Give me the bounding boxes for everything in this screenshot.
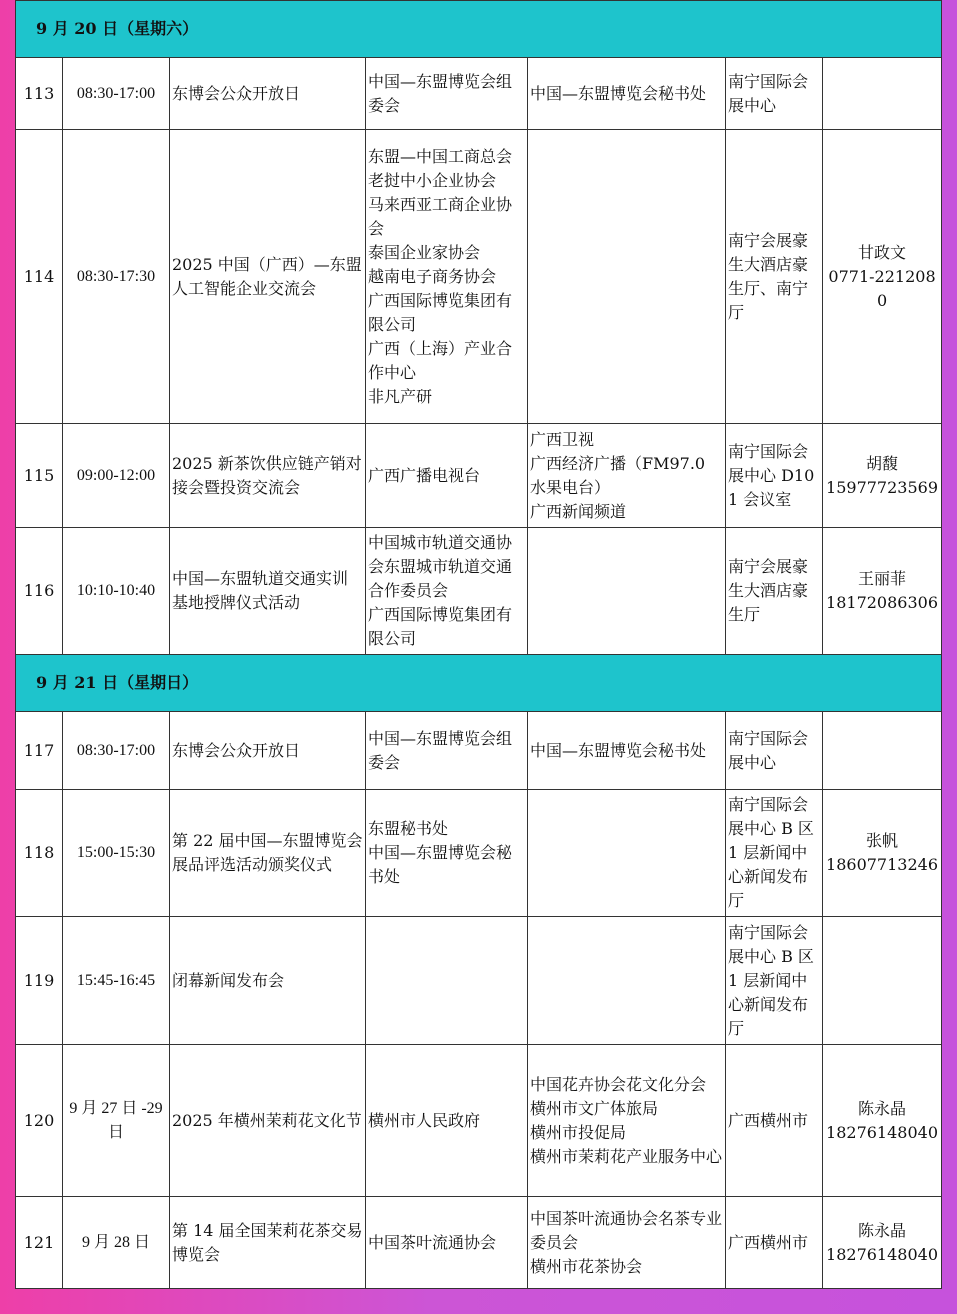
row-number: 121 [16,1197,63,1289]
co-organizer [528,790,726,917]
table-row [16,130,942,424]
row-number: 120 [16,1045,63,1197]
row-number: 117 [16,712,63,790]
table-row [16,917,942,1045]
organizer-line: 横州市人民政府 [368,1110,481,1130]
co-organizer [528,1197,726,1289]
co-organizer-line: 中国—东盟博览会秘书处 [530,740,707,760]
contact-name: 张帆 [866,831,899,850]
table-row [16,1045,942,1197]
organizer-line: 广西国际博览集团有限公司 [368,290,513,334]
organizer [366,790,528,917]
contact-phone: 18276148040 [826,1122,939,1142]
organizer-line: 非凡产研 [368,386,433,406]
row-number: 116 [16,528,63,655]
venue: 南宁国际会展中心 D101 会议室 [726,424,823,528]
venue: 南宁国际会展中心 [726,712,823,790]
event-name: 2025 中国（广西）—东盟人工智能企业交流会 [170,130,366,424]
event-time: 9 月 28 日 [63,1197,170,1289]
contact-phone: 15977723569 [826,477,939,497]
organizer-line: 中国城市轨道交通协会东盟城市轨道交通合作委员会 [368,533,513,600]
co-organizer [528,917,726,1045]
organizer [366,1197,528,1289]
contact [823,1045,942,1197]
co-organizer-line: 广西经济广播（FM97.0 水果电台） [530,453,706,497]
co-organizer [528,1045,726,1197]
event-time: 15:45-16:45 [63,917,170,1045]
organizer-line: 东盟秘书处 [368,819,449,838]
venue: 南宁会展豪生大酒店豪生厅 [726,528,823,655]
contact-name: 王丽菲 [858,569,907,588]
row-number: 118 [16,790,63,917]
row-number: 113 [16,58,63,130]
table-row [16,58,942,130]
co-organizer [528,130,726,424]
contact [823,917,942,1045]
event-name: 东博会公众开放日 [170,712,366,790]
organizer-line: 马来西亚工商企业协会 [368,194,513,238]
event-name: 第 14 届全国茉莉花茶交易博览会 [170,1197,366,1289]
row-number: 114 [16,130,63,424]
organizer [366,424,528,528]
co-organizer-line: 横州市文广体旅局 [530,1098,659,1118]
day-header-row [16,1,942,58]
event-name: 中国—东盟轨道交通实训基地授牌仪式活动 [170,528,366,655]
contact-name: 甘政文 [858,242,907,262]
organizer [366,712,528,790]
organizer [366,58,528,130]
table-row [16,712,942,790]
venue: 南宁国际会展中心 [726,58,823,130]
co-organizer-line: 广西卫视 [530,429,595,449]
contact [823,790,942,917]
co-organizer [528,712,726,790]
organizer-line: 中国茶叶流通协会 [368,1232,497,1252]
co-organizer-line: 中国茶叶流通协会名茶专业委员会 [530,1208,723,1252]
organizer-line: 广西国际博览集团有限公司 [368,605,513,648]
day-header: 9 月 21 日（星期日） [16,655,942,712]
organizer-line: 老挝中小企业协会 [368,170,497,190]
venue: 广西横州市 [726,1045,823,1197]
event-name: 第 22 届中国—东盟博览会展品评选活动颁奖仪式 [170,790,366,917]
event-name: 2025 年横州茉莉花文化节 [170,1045,366,1197]
organizer-line: 中国—东盟博览会组委会 [368,71,513,115]
co-organizer-line: 中国—东盟博览会秘书处 [530,83,707,103]
day-header: 9 月 20 日（星期六） [16,1,942,58]
organizer-line: 越南电子商务协会 [368,266,497,286]
event-time: 9 月 27 日 -29 日 [63,1045,170,1197]
organizer-line: 中国—东盟博览会秘书处 [368,843,513,886]
row-number: 115 [16,424,63,528]
contact [823,58,942,130]
table-row [16,790,942,917]
contact-phone: 18276148040 [826,1244,939,1264]
contact [823,1197,942,1289]
event-time: 08:30-17:30 [63,130,170,424]
contact [823,130,942,424]
contact [823,528,942,655]
co-organizer-line: 横州市投促局 [530,1122,627,1142]
contact-phone: 18607713246 [826,855,939,874]
organizer-line: 中国—东盟博览会组委会 [368,728,513,772]
co-organizer [528,424,726,528]
contact-name: 陈永晶 [858,1220,907,1240]
contact [823,424,942,528]
event-time: 08:30-17:00 [63,712,170,790]
event-name: 2025 新茶饮供应链产销对接会暨投资交流会 [170,424,366,528]
venue: 南宁会展豪生大酒店豪生厅、南宁厅 [726,130,823,424]
event-name: 闭幕新闻发布会 [170,917,366,1045]
event-schedule-table [15,0,942,1289]
co-organizer [528,58,726,130]
contact-name: 陈永晶 [858,1098,907,1118]
contact-phone: 18172086306 [826,593,939,612]
co-organizer-line: 广西新闻频道 [530,501,627,521]
venue: 南宁国际会展中心 B 区 1 层新闻中心新闻发布厅 [726,790,823,917]
organizer [366,917,528,1045]
co-organizer-line: 横州市茉莉花产业服务中心 [530,1146,723,1166]
venue: 广西横州市 [726,1197,823,1289]
organizer-line: 广西（上海）产业合作中心 [368,338,513,382]
organizer-line: 泰国企业家协会 [368,242,481,262]
co-organizer-line: 横州市花茶协会 [530,1256,643,1276]
organizer [366,1045,528,1197]
co-organizer-line: 中国花卉协会花文化分会 [530,1074,707,1094]
day-header-row [16,655,942,712]
event-time: 09:00-12:00 [63,424,170,528]
contact-phone: 0771-2212080 [828,266,936,310]
contact-name: 胡馥 [866,453,899,473]
co-organizer [528,528,726,655]
table-row [16,1197,942,1289]
event-time: 10:10-10:40 [63,528,170,655]
row-number: 119 [16,917,63,1045]
organizer-line: 东盟—中国工商总会 [368,146,513,166]
venue: 南宁国际会展中心 B 区 1 层新闻中心新闻发布厅 [726,917,823,1045]
organizer [366,528,528,655]
table-row [16,528,942,655]
event-time: 08:30-17:00 [63,58,170,130]
event-name: 东博会公众开放日 [170,58,366,130]
contact [823,712,942,790]
organizer [366,130,528,424]
organizer-line: 广西广播电视台 [368,465,481,485]
event-time: 15:00-15:30 [63,790,170,917]
table-row [16,424,942,528]
